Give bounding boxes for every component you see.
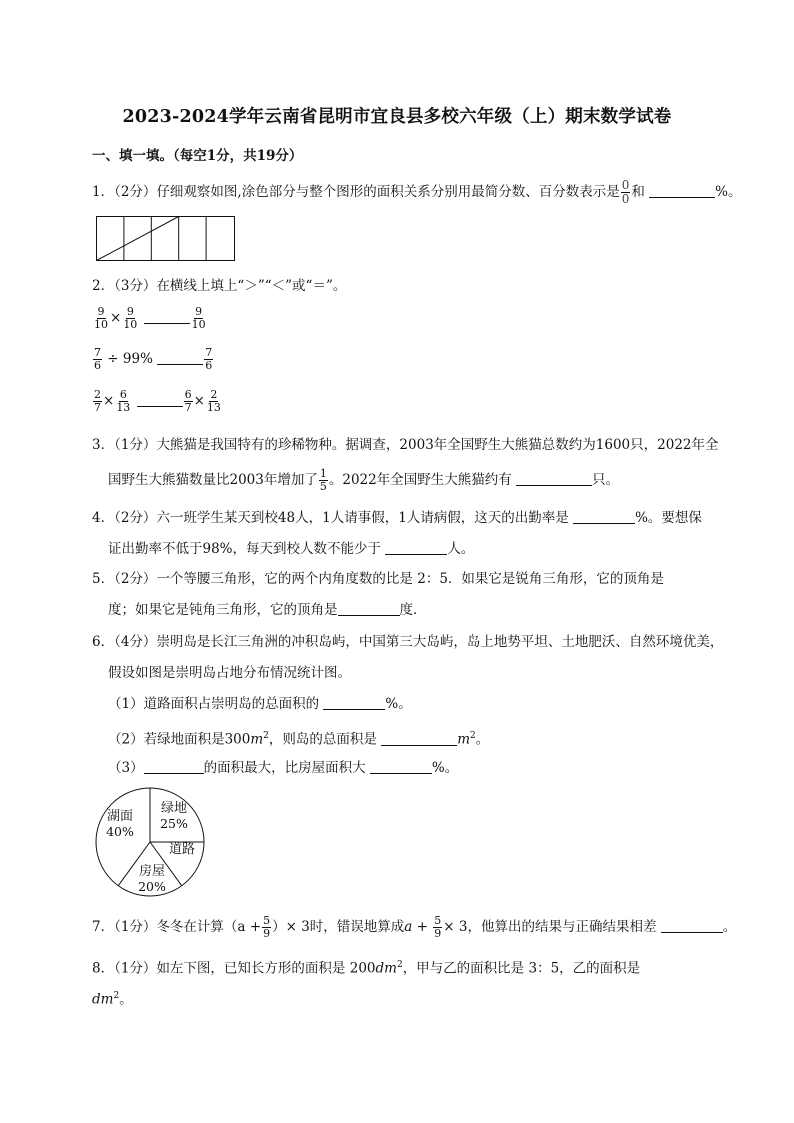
- unit-sup: 2: [470, 731, 476, 741]
- question-6: [92, 632, 723, 652]
- fraction: $\frac{1}{5}$: [319, 467, 327, 493]
- unit: m: [250, 731, 264, 748]
- q4-blank-1[interactable]: [573, 509, 635, 524]
- q3-score: （1分）: [114, 437, 157, 453]
- q1-diagonal: [97, 217, 179, 261]
- pie-slice-label: 道路: [168, 842, 196, 857]
- q7-text: ）× 3时，错误地算成: [272, 919, 405, 935]
- q6-blank-1[interactable]: [323, 695, 385, 710]
- q1-score: （2分）: [114, 184, 157, 200]
- q2-score: （3分）: [114, 278, 157, 294]
- operator: ×: [193, 393, 205, 409]
- q3-text: 只。: [592, 472, 620, 488]
- fraction: $\frac{7}{6}$: [94, 346, 101, 372]
- unit: m: [457, 731, 471, 748]
- q6-score: （4分）: [114, 634, 157, 650]
- question-3: [92, 435, 719, 455]
- q6-line-2: 假设如图是崇明岛占地分布情况统计图。: [108, 665, 351, 681]
- fraction: $\frac{9}{10}$: [94, 305, 108, 331]
- q6-number: 6．: [92, 634, 115, 650]
- q1-percent-sign: %。: [715, 184, 742, 200]
- question-8: [92, 955, 640, 979]
- q5-blank[interactable]: [338, 601, 400, 616]
- q3-line1: 大熊猫是我国特有的珍稀物种。据调查，2003年全国野生大熊猫总数约为1600只，2022年全: [156, 437, 719, 453]
- land-use-pie-chart: [92, 786, 212, 898]
- q8-score: （1分）: [114, 960, 157, 977]
- q5-score: （2分）: [114, 571, 157, 587]
- q7-text: 冬冬在计算（a +: [156, 919, 262, 935]
- q4-number: 4．: [92, 510, 115, 526]
- q2-row3-blank[interactable]: [137, 392, 183, 407]
- fraction: $\frac{5}{9}$: [434, 914, 442, 940]
- fraction: $\frac{9}{10}$: [191, 305, 206, 331]
- q4-text: 六一班学生某天到校48人，1人请事假，1人请病假，这天的出勤率是: [156, 510, 569, 526]
- q6-blank-3[interactable]: [144, 759, 204, 774]
- q6-text: %。: [431, 760, 459, 776]
- q3-blank[interactable]: [516, 471, 592, 486]
- q3-text: 国野生大熊猫数量比2003年增加了: [108, 472, 318, 488]
- q6-blank-2[interactable]: [381, 731, 457, 746]
- q7-text: × 3，他算出的结果与正确结果相差: [443, 919, 657, 935]
- unit: dm: [92, 991, 114, 1008]
- fraction: $\frac{2}{13}$: [206, 388, 221, 414]
- q2-number: 2．: [92, 278, 115, 294]
- q2-row-1: [92, 306, 208, 331]
- q1-number: 1．: [92, 184, 115, 200]
- q6-sub-1: [108, 694, 412, 714]
- q3-number: 3．: [92, 437, 115, 453]
- fraction: $\frac{6}{7}$: [184, 388, 192, 414]
- q6-sub-3: [108, 758, 458, 778]
- pie-slice-label: 房屋: [138, 864, 166, 879]
- q2-row1-blank[interactable]: [144, 309, 190, 324]
- q1-and: 和: [631, 184, 645, 200]
- q8-number: 8．: [92, 960, 115, 977]
- q8-text: ，甲与乙的面积比是 3：5，乙的面积是: [402, 960, 641, 977]
- section-heading: 一、填一填。（每空1分，共19分）: [92, 148, 303, 164]
- q6-blank-4[interactable]: [370, 759, 432, 774]
- q4-text: %。要想保: [635, 510, 702, 526]
- q1-rectangle-figure: [96, 216, 236, 262]
- q6-text: （3）: [108, 760, 144, 776]
- q5-number: 5．: [92, 571, 115, 587]
- pie-slice-label: 绿地: [160, 801, 188, 816]
- q6-text: 的面积最大，比房屋面积大: [203, 760, 366, 776]
- q4-text: 人。: [447, 541, 475, 557]
- operator: ×: [103, 393, 115, 409]
- unit-sup: 2: [263, 731, 269, 741]
- pie-slice-value: 20%: [138, 879, 166, 894]
- q1-fraction-blank: $\frac{0}{0}$: [621, 178, 630, 206]
- q2-row2-blank[interactable]: [157, 350, 203, 365]
- q4-blank-2[interactable]: [385, 540, 447, 555]
- q6-sub-2: [108, 726, 489, 750]
- fraction: $\frac{7}{6}$: [205, 346, 213, 372]
- fraction: $\frac{9}{10}$: [123, 305, 138, 331]
- q5-text: 度．: [399, 602, 427, 618]
- q7-variable: a: [404, 919, 413, 935]
- q2-row-2: [92, 347, 214, 372]
- q4-line-2: [108, 539, 474, 559]
- fraction: $\frac{2}{7}$: [94, 388, 101, 414]
- page-title: 2023-2024学年云南省昆明市宜良县多校六年级（上）期末数学试卷: [122, 107, 672, 127]
- question-2: [92, 276, 346, 296]
- q6-text: 。: [475, 731, 490, 748]
- q6-text: （2）若绿地面积是300: [108, 731, 251, 748]
- q6-text: 崇明岛是长江三角洲的冲积岛屿，中国第三大岛屿，岛上地势平坦、土地肥沃、自然环境优美，: [156, 634, 724, 650]
- q8-text: 。: [119, 991, 133, 1008]
- q1-text: 仔细观察如图,涂色部分与整个图形的面积关系分别用最简分数、百分数表示是: [156, 184, 620, 200]
- operator: ×: [110, 310, 122, 326]
- q7-text: 。: [722, 919, 737, 935]
- q8-line-2: [92, 986, 133, 1010]
- q4-score: （2分）: [114, 510, 157, 526]
- q1-percent-blank[interactable]: [649, 183, 715, 198]
- q8-text: 如左下图，已知长方形的面积是 200: [156, 960, 376, 977]
- pie-slice-value: 25%: [160, 816, 188, 831]
- question-4: [92, 508, 702, 528]
- q4-text: 证出勤率不低于98%，每天到校人数不能少于: [108, 541, 382, 557]
- pie-slice-value: 40%: [106, 824, 134, 839]
- fraction: $\frac{5}{9}$: [263, 914, 271, 940]
- q5-text: 一个等腰三角形，它的两个内角度数的比是 2：5．如果它是锐角三角形，它的顶角是: [156, 571, 664, 587]
- question-1: [92, 179, 742, 206]
- q7-score: （1分）: [114, 919, 157, 935]
- question-5: [92, 569, 664, 589]
- q5-text: 度；如果它是钝角三角形，它的顶角是: [108, 602, 338, 618]
- q6-text: （1）道路面积占崇明岛的总面积的: [108, 696, 320, 712]
- unit-sup: 2: [113, 991, 120, 1001]
- q5-line-2: [108, 600, 427, 620]
- q6-text: %。: [385, 696, 412, 712]
- unit: dm: [375, 960, 397, 977]
- q6-text: ，则岛的总面积是: [268, 731, 377, 748]
- unit-sup: 2: [396, 960, 403, 970]
- q2-text: 在横线上填上“＞”“＜”或“＝”。: [156, 278, 347, 294]
- question-7: [92, 915, 736, 940]
- q2-row-3: [92, 389, 223, 414]
- pie-slice-label: 湖面: [106, 809, 134, 824]
- fraction: $\frac{6}{13}$: [116, 388, 131, 414]
- q3-line-2: [108, 468, 619, 493]
- q3-text: 。2022年全国野生大熊猫约有: [328, 472, 512, 488]
- q7-text: +: [416, 919, 428, 935]
- q7-number: 7．: [92, 919, 115, 935]
- operator: ÷ 99%: [107, 351, 153, 367]
- q7-blank[interactable]: [661, 918, 723, 933]
